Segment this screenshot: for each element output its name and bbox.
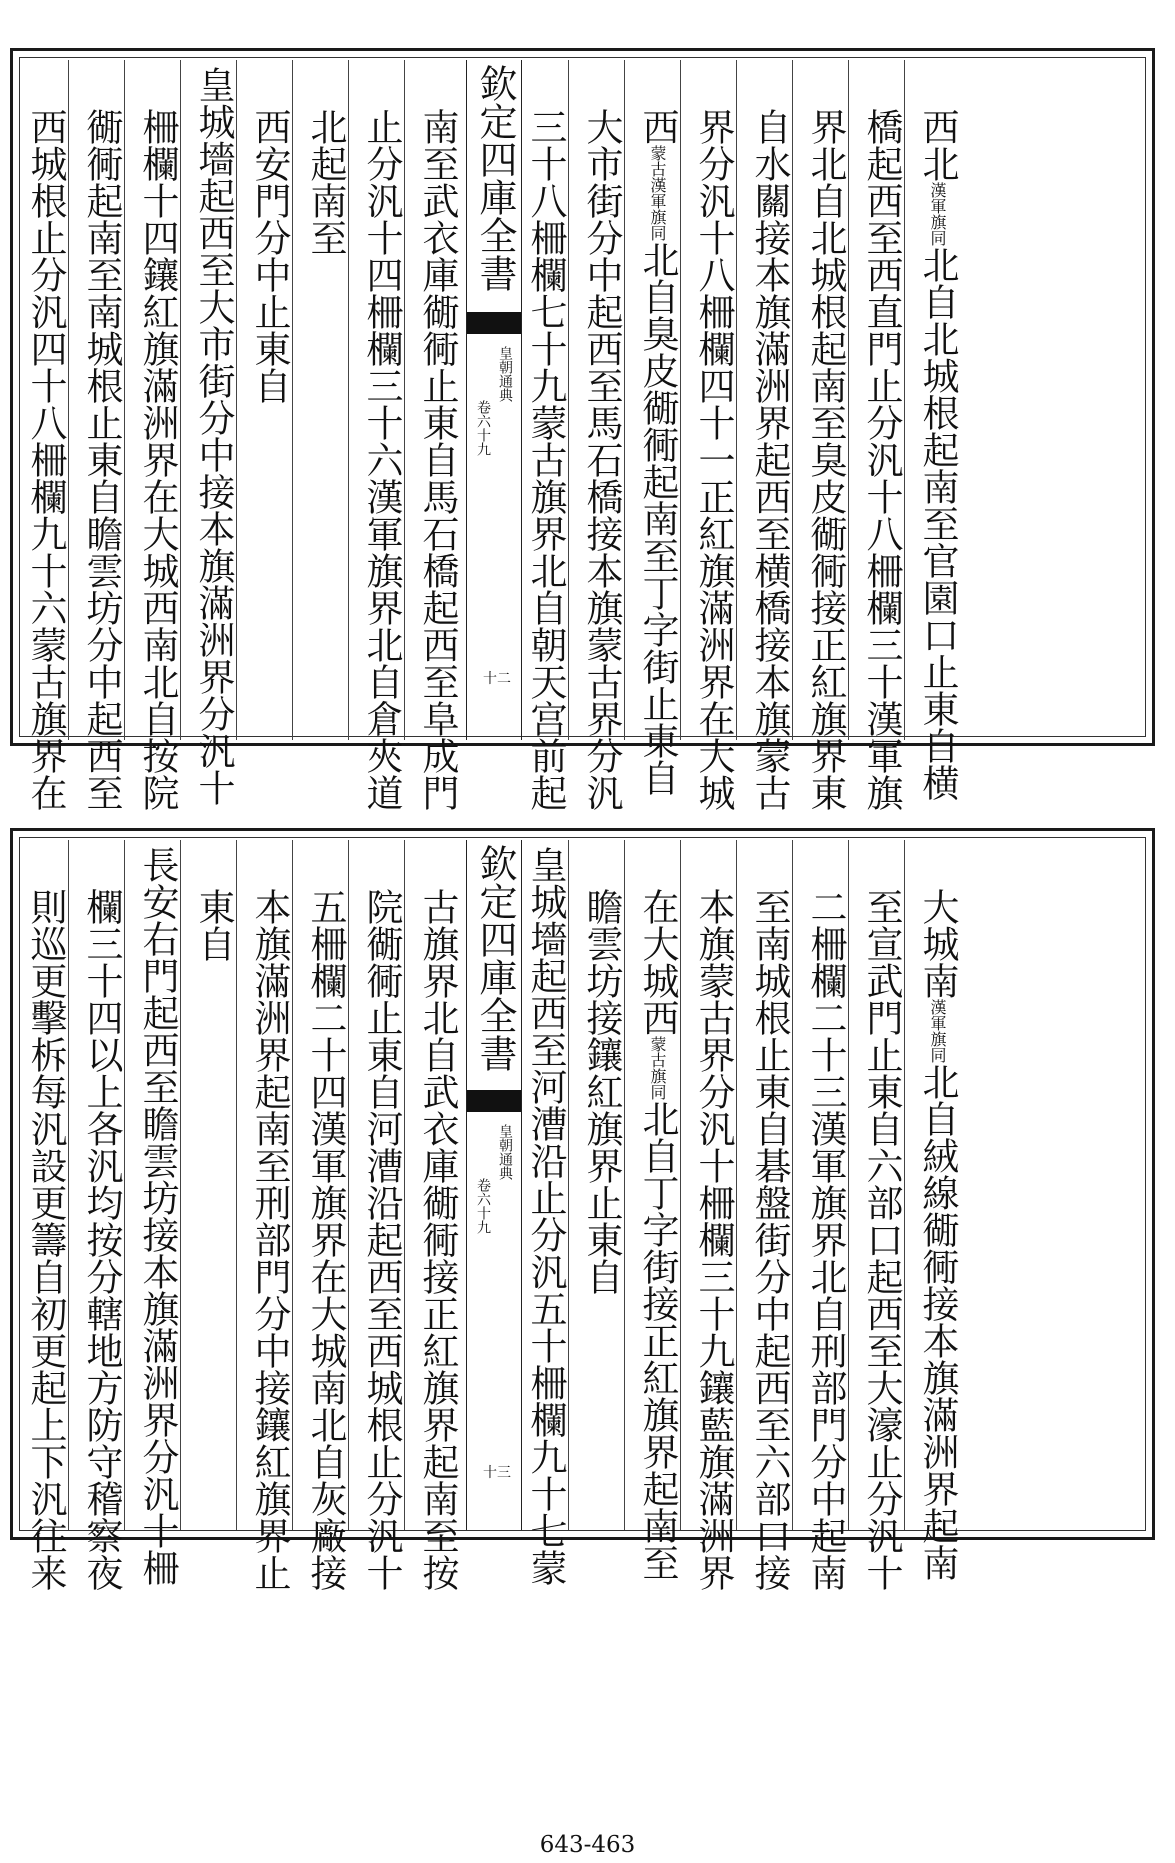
banner-title: 欽定四庫全書 bbox=[473, 844, 517, 1072]
column-rule bbox=[124, 840, 125, 1530]
text-column: 北起南至 bbox=[304, 108, 347, 256]
text-column: 止分汎十四柵欄三十六漢軍旗界北自倉夾道 bbox=[360, 108, 403, 811]
text-column: 東自 bbox=[192, 888, 235, 962]
text-column: 至宣武門止東自六部口起西至大濠止分汎十 bbox=[860, 888, 903, 1591]
text-column: 瞻雲坊接鑲紅旗界止東自 bbox=[580, 888, 623, 1295]
column-rule bbox=[904, 60, 905, 740]
text-column: 大城南漢軍旗同北自絨線衚衕接本旗滿洲界起南 bbox=[916, 888, 959, 1581]
center-banner bbox=[466, 60, 522, 740]
text-column: 界北自北城根起南至臭皮衚衕接正紅旗界東 bbox=[804, 108, 847, 811]
text-column: 長安右門起西至瞻雲坊接本旗滿洲界分汎十柵 bbox=[136, 846, 179, 1586]
text-column: 柵欄十四鑲紅旗滿洲界在大城西南北自按院 bbox=[136, 108, 179, 811]
column-rule bbox=[348, 60, 349, 740]
text-column: 五柵欄二十四漢軍旗界在大城南北自灰廠接 bbox=[304, 888, 347, 1591]
text-column: 西城根止分汎四十八柵欄九十六蒙古旗界在 bbox=[24, 108, 67, 811]
chapter-label: 卷六十九 bbox=[475, 400, 491, 456]
column-rule bbox=[236, 840, 237, 1530]
text-column: 西北漢軍旗同北自北城根起南至官園口止東自横 bbox=[916, 108, 959, 801]
column-rule bbox=[292, 60, 293, 740]
text-column: 二柵欄二十三漢軍旗界北自刑部門分中起南 bbox=[804, 888, 847, 1591]
column-rule bbox=[348, 840, 349, 1530]
column-rule bbox=[792, 840, 793, 1530]
column-rule bbox=[180, 60, 181, 740]
column-rule bbox=[736, 60, 737, 740]
column-rule bbox=[404, 840, 405, 1530]
column-rule bbox=[68, 60, 69, 740]
center-banner bbox=[466, 840, 522, 1530]
column-rule bbox=[680, 60, 681, 740]
column-rule bbox=[404, 60, 405, 740]
column-rule bbox=[680, 840, 681, 1530]
text-column: 三十八柵欄七十九蒙古旗界北自朝天宫前起 bbox=[524, 108, 567, 811]
text-column: 則巡更擊柝每汎設更籌自初更起上下汎往来 bbox=[24, 888, 67, 1591]
text-column: 在大城西蒙古旗同北自丁字街接正紅旗界起南至 bbox=[636, 888, 679, 1581]
column-rule bbox=[848, 840, 849, 1530]
column-rule bbox=[124, 60, 125, 740]
column-rule bbox=[180, 840, 181, 1530]
text-column: 古旗界北自武衣庫衚衕接正紅旗界起南至按 bbox=[416, 888, 459, 1591]
text-column: 界分汎十八柵欄四十一正紅旗滿洲界在大城 bbox=[692, 108, 735, 811]
column-rule bbox=[568, 60, 569, 740]
text-column: 欄三十四以上各汎均按分轄地方防守稽察夜 bbox=[80, 888, 123, 1591]
page-number: 十二 bbox=[483, 671, 511, 687]
text-column: 南至武衣庫衚衕止東自馬石橋起西至阜成門 bbox=[416, 108, 459, 811]
text-column: 大市街分中起西至馬石橋接本旗蒙古界分汎 bbox=[580, 108, 623, 811]
text-column: 西安門分中止東自 bbox=[248, 108, 291, 404]
text-column: 本旗滿洲界起南至刑部門分中接鑲紅旗界止 bbox=[248, 888, 291, 1591]
column-rule bbox=[68, 840, 69, 1530]
text-column: 西蒙古漢軍旗同北自臭皮衚衕起南至丁字街止東自 bbox=[636, 108, 679, 796]
banner-title: 欽定四庫全書 bbox=[473, 64, 517, 292]
fish-tail-mark bbox=[467, 312, 521, 334]
column-rule bbox=[568, 840, 569, 1530]
page-number: 十三 bbox=[483, 1465, 511, 1481]
text-column: 自水關接本旗滿洲界起西至横橋接本旗蒙古 bbox=[748, 108, 791, 811]
text-column: 院衚衕止東自河漕沿起西至西城根止分汎十 bbox=[360, 888, 403, 1591]
book-title: 皇朝通典 bbox=[497, 1124, 513, 1180]
column-rule bbox=[236, 60, 237, 740]
column-rule bbox=[848, 60, 849, 740]
column-rule bbox=[904, 840, 905, 1530]
chapter-label: 卷六十九 bbox=[475, 1178, 491, 1234]
column-rule bbox=[624, 840, 625, 1530]
text-column: 皇城墻起西至大市街分中接本旗滿洲界分汎十 bbox=[192, 66, 235, 806]
column-rule bbox=[736, 840, 737, 1530]
column-rule bbox=[292, 840, 293, 1530]
page-reference: 643-463 bbox=[539, 1832, 636, 1858]
column-rule bbox=[624, 60, 625, 740]
column-rule bbox=[792, 60, 793, 740]
text-column: 至南城根止東自碁盤街分中起西至六部口接 bbox=[748, 888, 791, 1591]
text-column: 皇城墻起西至河漕沿止分汎五十柵欄九十七蒙 bbox=[524, 846, 567, 1586]
book-title: 皇朝通典 bbox=[497, 346, 513, 402]
text-column: 衚衕起南至南城根止東自瞻雲坊分中起西至 bbox=[80, 108, 123, 811]
text-column: 本旗蒙古界分汎十柵欄三十九鑲藍旗滿洲界 bbox=[692, 888, 735, 1591]
fish-tail-mark bbox=[467, 1090, 521, 1112]
text-column: 橋起西至西直門止分汎十八柵欄三十漢軍旗 bbox=[860, 108, 903, 811]
